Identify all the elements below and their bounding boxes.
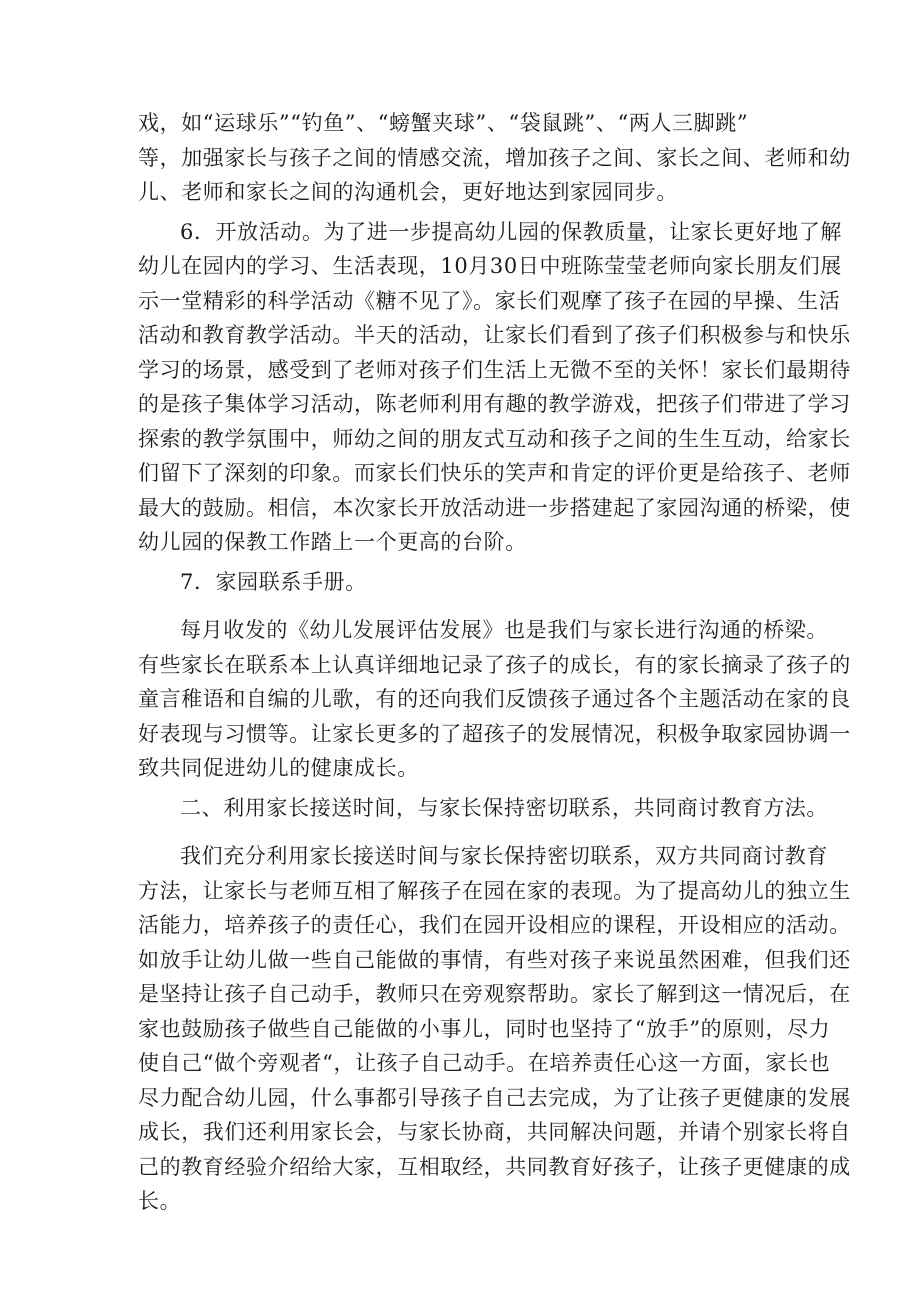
text-line: 使自己“做个旁观者“，让孩子自己动手。在培养责任心这一方面，家长也 [138,1051,831,1075]
text-line: 童言稚语和自编的儿歌，有的还向我们反馈孩子通过各个主题活动在家的良 [138,687,851,711]
text-line: 活动和教育教学活动。半天的活动，让家长们看到了孩子们积极参与和快乐 [138,323,851,347]
paragraph-pickup-time [138,839,851,1219]
paragraph-contact-handbook [138,613,851,786]
section-heading: 二、利用家长接送时间，与家长保持密切联系，共同商讨教育方法。 [180,795,828,820]
text-line: 尽力配合幼儿园，什么事都引导孩子自己去完成，为了让孩子更健康的发展 [138,1085,851,1110]
text-line: 是坚持让孩子自己动手，教师只在旁观察帮助。家长了解到这一情况后，在 [138,982,851,1006]
text-line: 家也鼓励孩子做些自己能做的小事儿，同时也坚持了“放手”的原则，尽力 [138,1016,831,1041]
text-line: 示一堂精彩的科学活动《糖不见了》。家长们观摩了孩子在园的早操、生活 [138,288,841,313]
text-line: 的是孩子集体学习活动，陈老师利用有趣的教学游戏，把孩子们带进了学习 [138,392,851,416]
text-line: 己的教育经验介绍给大家，互相取经，共同教育好孩子，让孩子更健康的成 [138,1154,851,1179]
text-line: 戏，如“运球乐”“钓鱼”、“螃蟹夹球”、“袋鼠跳”、“两人三脚跳” [138,111,749,135]
text-line: 幼儿在园内的学习、生活表现，10月30日中班陈莹莹老师向家长朋友们展 [138,254,842,278]
text-line: 6．开放活动。为了进一步提高幼儿园的保教质量，让家长更好地了解 [180,219,842,244]
text-line: 成长，我们还利用家长会，与家长协商，共同解决问题，并请个别家长将自 [138,1120,851,1144]
text-line: 儿、老师和家长之间的沟通机会，更好地达到家园同步。 [138,180,678,204]
text-line: 们留下了深刻的印象。而家长们快乐的笑声和肯定的评价更是给孩子、老师 [138,461,851,485]
text-line: 方法，让家长与老师互相了解孩子在园在家的表现。为了提高幼儿的独立生 [138,878,851,903]
text-line: 等，加强家长与孩子之间的情感交流，增加孩子之间、家长之间、老师和幼 [138,145,851,170]
text-line: 最大的鼓励。相信，本次家长开放活动进一步搭建起了家园沟通的桥梁，使 [138,495,851,520]
paragraph-games [138,106,851,210]
text-line: 活能力，培养孩子的责任心，我们在园开设相应的课程，开设相应的活动。 [138,913,851,937]
section-heading: 7．家园联系手册。 [180,569,367,594]
text-line: 有些家长在联系本上认真详细地记录了孩子的成长，有的家长摘录了孩子的 [138,652,851,677]
text-line: 我们充分利用家长接送时间与家长保持密切联系，双方共同商讨教育 [180,844,828,868]
text-line: 长。 [138,1189,182,1213]
text-line: 每月收发的《幼儿发展评估发展》也是我们与家长进行沟通的桥梁。 [180,618,828,642]
text-line: 幼儿园的保教工作踏上一个更高的台阶。 [138,530,527,554]
text-line: 致共同促进幼儿的健康成长。 [138,756,419,780]
document-body [138,106,851,1224]
text-line: 如放手让幼儿做一些自己能做的事情，有些对孩子来说虽然困难，但我们还 [138,947,851,972]
text-line: 好表现与习惯等。让家长更多的了超孩子的发展情况，积极争取家园协调一 [138,721,851,746]
text-line: 探索的教学氛围中，师幼之间的朋友式互动和孩子之间的生生互动，给家长 [138,426,851,451]
paragraph-contact-handbook-heading [138,565,790,600]
text-line: 学习的场景，感受到了老师对孩子们生活上无微不至的关怀！家长们最期待 [138,357,851,382]
paragraph-section-two-heading [138,791,828,826]
paragraph-open-activity [138,215,851,560]
